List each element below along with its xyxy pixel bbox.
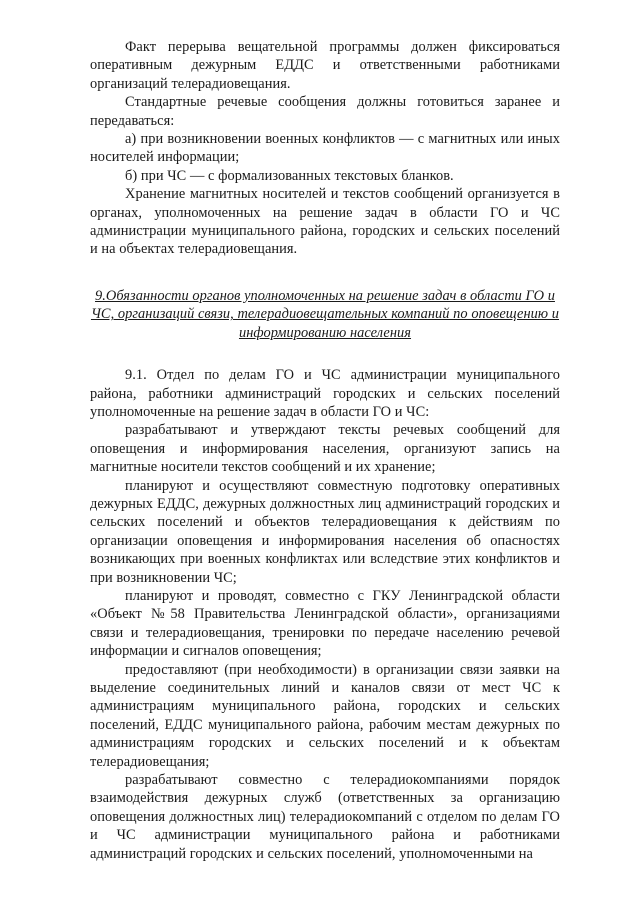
paragraph-item-b: б) при ЧС — с формализованных текстовых бланков. [125,167,454,184]
paragraph-plan-training: планируют и осуществляют совместную подготовку оперативных дежурных ЕДДС, дежурных должностных лиц администраций городских и сельских поселений и объектов телерадиовещания к действиям по организации оповещения и информирования населения об опасностях возникающих при военных конфликтах или вследствие этих конфликтов и при возникновении ЧС; [90,477,560,586]
document-page [90,38,560,863]
paragraph-interaction-order: разрабатывают совместно с телерадиокомпаниями порядок взаимодействия дежурных служб (ответственных за организацию оповещения должностных лиц) телерадиокомпаний с отделом по делам ГО и ЧС администрации муниципального района и работниками администраций городских и сельских поселений, уполномоченными на [90,772,560,862]
paragraph-provide-requests: предоставляют (при необходимости) в организации связи заявки на выделение соединительных линий и каналов связи от мест ЧС к администрациям муниципального района, городских и сельских поселений, ЕДДС муниципального района, рабочим местам дежурных по администрациям городских и сельских поселений и к объектам телерадиовещания; [90,661,560,770]
section-heading-line-2: ЧС, организаций связи, телерадиовещательных компаний по оповещению и [90,306,560,323]
paragraph-plan-drills: планируют и проводят, совместно с ГКУ Ленинградской области «Объект №58 Правительства Ленинградской области», организациями связи и телерадиовещания, тренировки по передаче населению речевой информации и сигналов оповещения; [90,587,560,660]
paragraph-develop-texts: разрабатывают и утверждают тексты речевых сообщений для оповещения и информирования населения, организуют запись на магнитные носители текстов сообщений и их хранение; [90,422,560,476]
paragraph-standard-messages: Стандартные речевые сообщения должны готовиться заранее и передаваться: [90,94,560,129]
paragraph-storage: Хранение магнитных носителей и текстов сообщений организуется в органах, уполномоченных на решение задач в области ГО и ЧС администрации муниципального района, городских и сельских поселений и на объектах телерадиовещания. [90,186,560,258]
section-heading-line-3: информированию населения [238,324,412,341]
section-heading [90,287,560,342]
section-heading-line-1: 9.Обязанности органов уполномоченных на решение задач в области ГО и [95,287,555,304]
paragraph-broadcast-interruption: Факт перерыва вещательной программы должен фиксироваться оперативным дежурным ЕДДС и ответственными работниками организаций телерадиовещания. [90,39,560,92]
paragraph-item-a: а) при возникновении военных конфликтов — с магнитных или иных носителей информации; [90,131,560,166]
paragraph-9-1: 9.1. Отдел по делам ГО и ЧС администрации муниципального района, работники администраций городских и сельских поселений уполномоченные на решение задач в области ГО и ЧС: [90,367,560,420]
